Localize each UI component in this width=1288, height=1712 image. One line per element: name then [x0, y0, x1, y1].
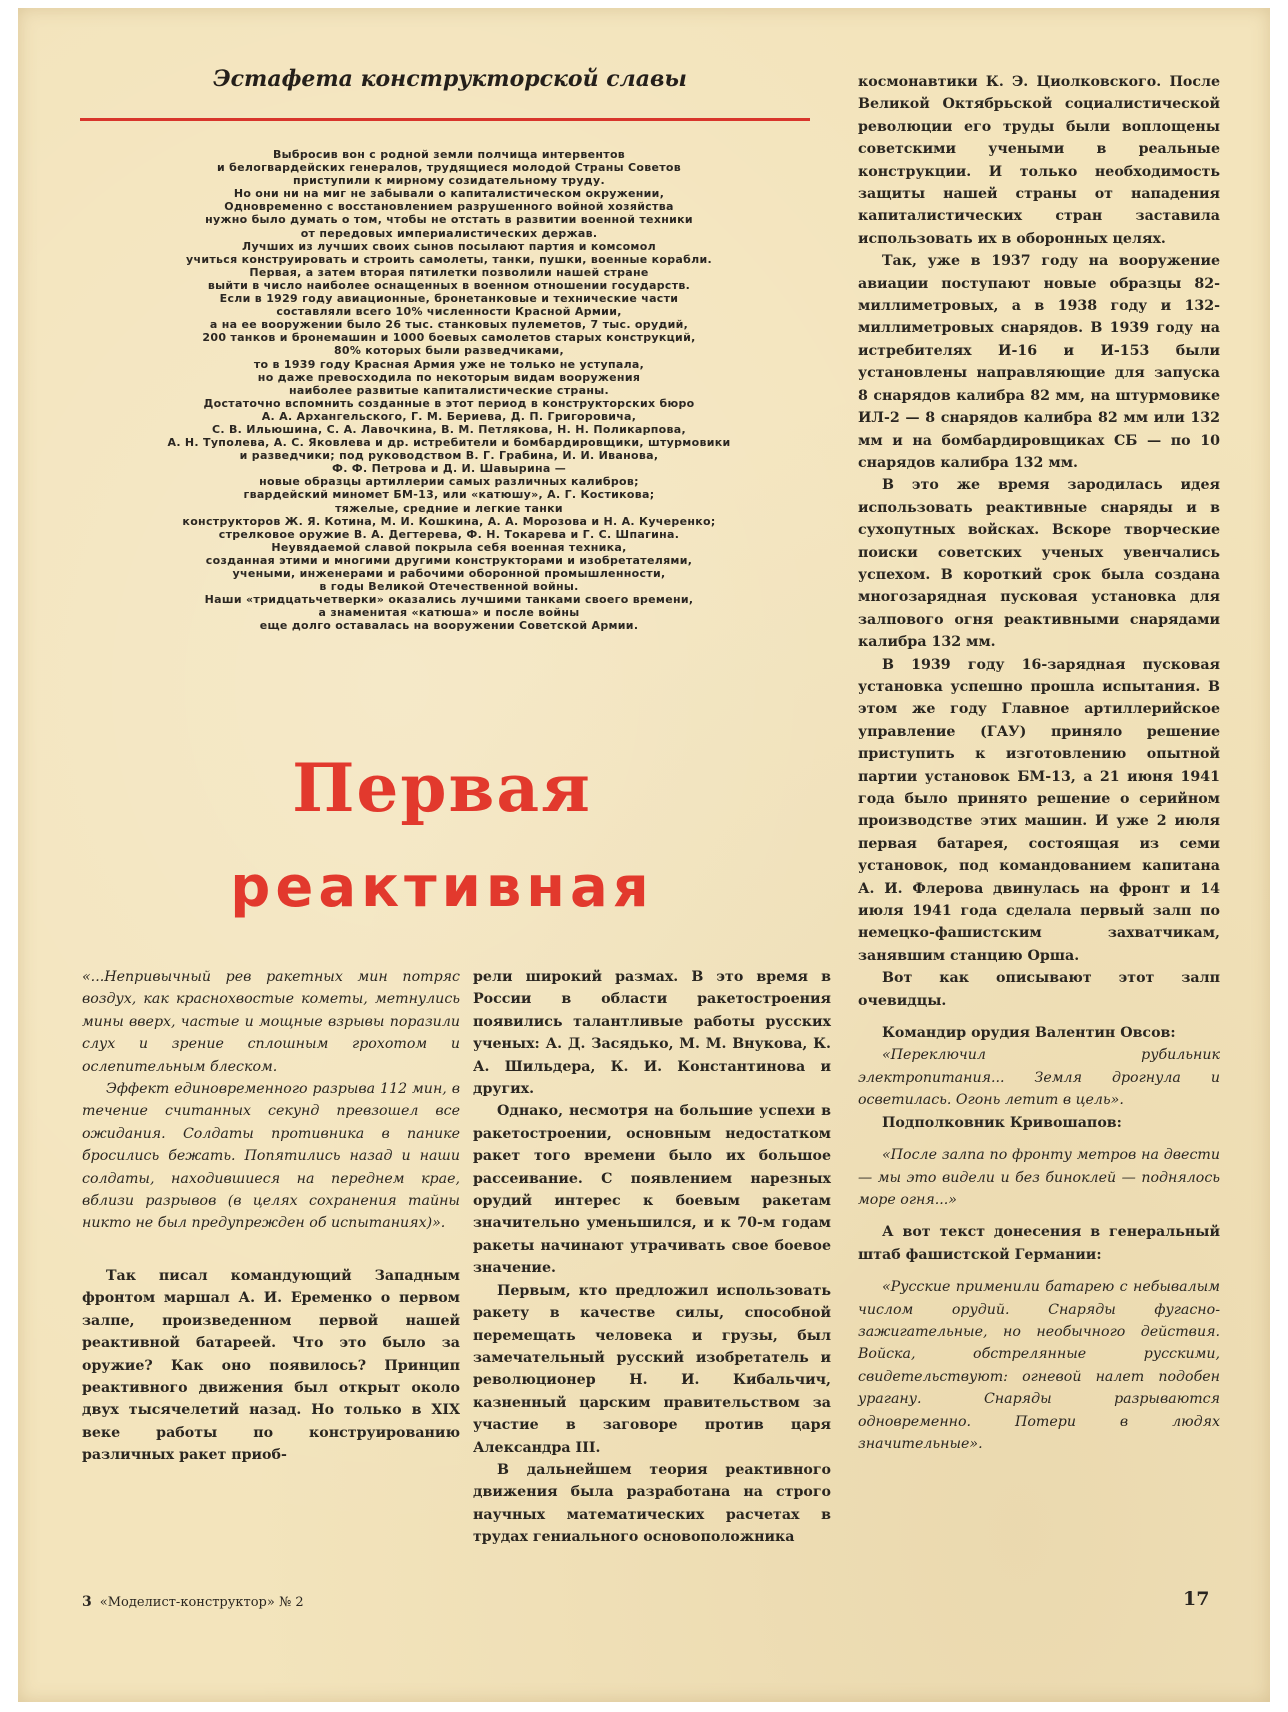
- intro-line: А. Н. Туполева, А. С. Яковлева и др. истребители и бомбардировщики, штурмовики: [167, 436, 731, 450]
- column-right: [858, 71, 1220, 1455]
- intro-line: Первая, а затем вторая пятилетки позволили нашей стране: [249, 265, 649, 279]
- intro-line: но даже превосходила по некоторым видам вооружения: [257, 370, 641, 384]
- intro-line: созданная этими и многими другими конструкторами и изобретателями,: [205, 553, 693, 567]
- intro-block: [70, 148, 828, 632]
- intro-line: от передовых империалистических держав.: [300, 226, 598, 240]
- intro-line: учиться конструировать и строить самолеты, танки, пушки, военные корабли.: [186, 252, 712, 266]
- article-subtitle: реактивная: [230, 855, 654, 920]
- column-middle: [473, 966, 831, 1549]
- intro-line: учеными, инженерами и рабочими оборонной промышленности,: [232, 567, 666, 580]
- intro-line: еще долго оставалась на вооружении Советской Армии.: [259, 619, 639, 633]
- intro-line: а на ее вооружении было 26 тыс. станковых пулеметов, 7 тыс. орудий,: [209, 318, 689, 332]
- intro-line: в годы Великой Отечественной войны.: [319, 580, 579, 594]
- speaker-label: Подполковник Кривошапов:: [882, 1114, 1122, 1131]
- intro-line: и белогвардейских генералов, трудящиеся молодой Страны Советов: [216, 161, 682, 175]
- witness-quote: «После залпа по фронту метров на двести — мы это видели и без биноклей — поднялось море огня...»: [858, 1147, 1220, 1208]
- magazine-page: [18, 8, 1270, 1702]
- body-paragraph: В это же время зародилась идея использовать реактивные снаряды и в сухопутных войсках. Вскоре творческие поиски советских ученых увенчались успехом. В короткий срок была создана многозарядная пусковая установка для залпового огня реактивными снарядами калибра 132 мм.: [858, 477, 1220, 651]
- body-paragraph: А вот текст донесения в генеральный штаб фашистской Германии:: [858, 1224, 1220, 1263]
- body-paragraph: Так писал командующий Западным фронтом маршал А. И. Еременко о первом залпе, произведенном первой нашей реактивной батареей. Что это было за оружие? Как оно появилось? Принцип реактивного движения был открыт около двух тысячелетий назад. Но только в XIX веке работы по конструированию различных ракет приоб-: [82, 1267, 460, 1464]
- eremenko-quote-paragraph: Эффект единовременного разрыва 112 мин, в течение считанных секунд превзошел все ожидания. Солдаты противника в панике бросились бежать. Попятились назад и наши солдаты, находившиеся на переднем крае, вблизи разрывов (в целях сохранения тайны никто не был предупрежден об испытаниях)».: [82, 1081, 460, 1232]
- witness-quote: «Переключил рубильник электропитания... Земля дрогнула и осветилась. Огонь летит в цель».: [858, 1047, 1220, 1109]
- german-report-quote: «Русские применили батарею с небывалым числом орудий. Снаряды фугасно-зажигательные, но необычного действия. Войска, обстрелянные русскими, свидетельствуют: огневой налет подобен урагану. Снаряды разрываются одновременно. Потери в людях значительные».: [858, 1279, 1220, 1452]
- intro-line: стрелковое оружие В. А. Дегтерева, Ф. Н. Токарева и Г. С. Шпагина.: [218, 527, 680, 541]
- body-paragraph: Первым, кто предложил использовать ракету в качестве силы, способной перемещать человека и грузы, был замечательный русский изобретатель и революционер Н. И. Кибальчич, казненный царским правительством за участие в заговоре против царя Александра III.: [473, 1282, 831, 1456]
- intro-line: Лучших из лучших своих сынов посылают партия и комсомол: [242, 239, 656, 253]
- intro-line: приступили к мирному созидательному труду.: [293, 174, 605, 188]
- intro-line: 200 танков и бронемашин и 1000 боевых самолетов старых конструкций,: [202, 331, 696, 345]
- body-paragraph: космонавтики К. Э. Циолковского. После Великой Октябрьской социалистической революции его труды были воплощены советскими учеными в реальные конструкции. И только необходимость защиты нашей страны от нападения капиталистических стран заставила использовать их в оборонных целях.: [858, 74, 1220, 247]
- intro-line: гвардейский миномет БМ-13, или «катюшу», А. Г. Костикова;: [243, 488, 655, 502]
- body-paragraph: рели широкий размах. В это время в России в области ракетостроения появились талантливые работы русских ученых: А. Д. Засядько, М. М. Внукова, К. А. Шильдера, К. И. Константинова и других.: [473, 969, 831, 1098]
- footer-left: [82, 1594, 304, 1610]
- intro-line: 80% которых были разведчиками,: [333, 344, 565, 358]
- body-paragraph: Вот как описывают этот залп очевидцы.: [858, 970, 1220, 1009]
- intro-line: Выбросив вон с родной земли полчища интервентов: [272, 148, 626, 161]
- section-heading: Эстафета конструкторской славы: [213, 66, 687, 92]
- intro-line: Но они ни на миг не забывали о капиталистическом окружении,: [233, 187, 665, 201]
- article-title: Первая: [292, 749, 592, 827]
- intro-line: тяжелые, средние и легкие танки: [335, 501, 563, 515]
- page-number: 17: [1183, 1588, 1210, 1610]
- intro-line: составляли всего 10% численности Красной Армии,: [276, 305, 622, 319]
- intro-line: наиболее развитые капиталистические страны.: [289, 383, 609, 397]
- intro-line: конструкторов Ж. Я. Котина, М. И. Кошкина, А. А. Морозова и Н. А. Кучеренко;: [182, 514, 716, 528]
- intro-line: нужно было думать о том, чтобы не отстать в развитии военной техники: [205, 213, 693, 227]
- intro-line: Если в 1929 году авиационные, бронетанковые и технические части: [219, 292, 679, 306]
- eremenko-quote-paragraph: «...Непривычный рев ракетных мин потряс воздух, как краснохвостые кометы, метнулись мины вверх, частые и мощные взрывы поразили слух и зрение сплошным грохотом и ослепительным блеском.: [82, 969, 460, 1075]
- intro-line: то в 1939 году Красная Армия уже не только не уступала,: [253, 357, 645, 371]
- body-paragraph: В дальнейшем теория реактивного движения была разработана на строго научных математических расчетах в трудах гениального основоположника: [473, 1461, 831, 1546]
- column-left: [82, 966, 460, 1467]
- intro-line: новые образцы артиллерии самых различных калибров;: [259, 475, 639, 489]
- red-divider: [80, 118, 810, 121]
- intro-line: С. В. Ильюшина, С. А. Лавочкина, В. М. Петлякова, Н. Н. Поликарпова,: [211, 422, 686, 436]
- intro-line: Ф. Ф. Петрова и Д. И. Шавырина —: [331, 462, 567, 476]
- speaker-label: Командир орудия Валентин Овсов:: [882, 1025, 1176, 1042]
- body-paragraph: В 1939 году 16-зарядная пусковая установка успешно прошла испытания. В этом же году Главное артиллерийское управление (ГАУ) приняло решение приступить к изготовлению опытной партии установок БМ-13, а 21 июня 1941 года было принято решение о серийном производстве этих машин. И уже 2 июля первая батарея, состоящая из семи установок, под командованием капитана А. И. Флерова двинулась на фронт и 14 июля 1941 года сделала первый залп по немецко-фашистским захватчикам, занявшим станцию Орша.: [858, 656, 1220, 964]
- issue-number: 3: [82, 1594, 92, 1610]
- intro-line: выйти в число наиболее оснащенных в военном отношении государств.: [207, 278, 691, 292]
- intro-line: и разведчики; под руководством В. Г. Грабина, И. И. Иванова,: [239, 449, 659, 463]
- intro-line: Достаточно вспомнить созданные в этот период в конструкторских бюро: [203, 396, 695, 410]
- intro-line: А. А. Архангельского, Г. М. Бериева, Д. П. Григоровича,: [261, 409, 637, 423]
- intro-line: Неувядаемой славой покрыла себя военная техника,: [271, 540, 627, 554]
- intro-line: Одновременно с восстановлением разрушенного войной хозяйства: [224, 200, 674, 214]
- body-paragraph: Однако, несмотря на большие успехи в ракетостроении, основным недостатком ракет того времени было их большое рассеивание. С появлением нарезных орудий интерес к боевым ракетам значительно уменьшился, и к 70-м годам ракеты начинают утрачивать свое боевое значение.: [473, 1103, 831, 1277]
- intro-line: Наши «тридцатьчетверки» оказались лучшими танками своего времени,: [204, 593, 694, 607]
- body-paragraph: Так, уже в 1937 году на вооружение авиации поступают новые образцы 82-миллиметровых, а в 1938 году и 132-миллиметровых снарядов. В 1939 году на истребителях И-16 и И-153 были установлены направляющие для запуска 8 снарядов калибра 82 мм, на штурмовике ИЛ-2 — 8 снарядов калибра 82 мм или 132 мм и на бомбардировщиках СБ — по 10 снарядов калибра 132 мм.: [858, 253, 1220, 471]
- magazine-name: «Моделист-конструктор» № 2: [99, 1595, 304, 1610]
- intro-line: а знаменитая «катюша» и после войны: [318, 606, 580, 620]
